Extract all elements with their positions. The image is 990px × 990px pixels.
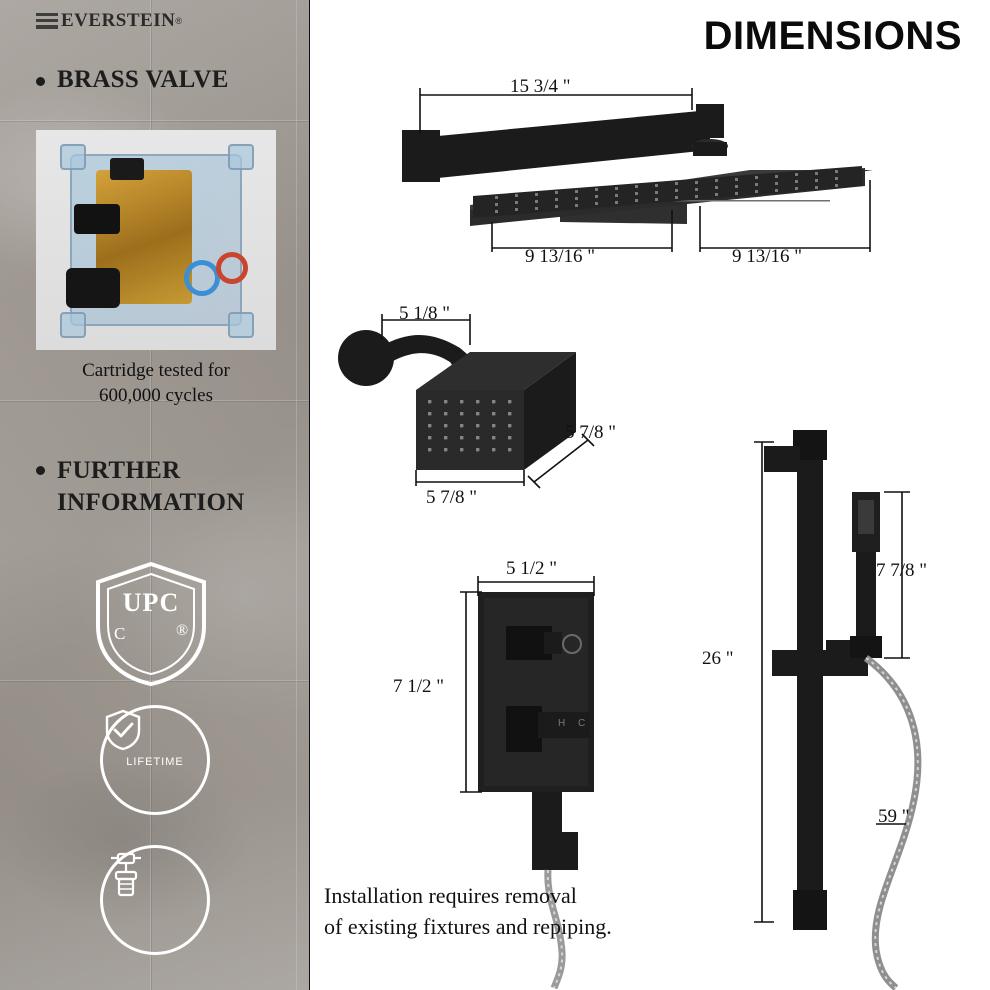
section-further-info-line1: FURTHER [57, 457, 181, 484]
valve-caption-line2: 600,000 cycles [99, 385, 213, 406]
dim-hose-length: 59 " [878, 806, 910, 827]
dim-rain-head-width: 9 13/16 " [732, 246, 803, 267]
hot-inlet-icon [216, 252, 248, 284]
svg-text:C: C [578, 718, 586, 729]
rain-shower-diagram [310, 0, 990, 990]
shield-check-icon [103, 708, 143, 752]
dim-wall-head-arm: 5 1/8 " [399, 303, 451, 324]
page-title: DIMENSIONS [703, 14, 962, 58]
upc-certification-badge [92, 560, 210, 688]
upc-registered-mark: ® [176, 622, 189, 639]
brand-mark-icon [36, 13, 58, 29]
section-further-info-line2: INFORMATION [57, 489, 245, 516]
installation-note-line1: Installation requires removal [324, 883, 577, 908]
dim-wall-head-width: 5 7/8 " [426, 487, 478, 508]
svg-text:H: H [558, 718, 566, 729]
valve-caption [36, 358, 276, 408]
installation-note [324, 880, 612, 942]
faucet-icon [103, 848, 149, 902]
brass-valve-image [36, 130, 276, 350]
dim-valve-plate-width: 5 1/2 " [506, 558, 558, 579]
left-feature-panel [0, 0, 310, 990]
brand-logo [36, 8, 216, 34]
section-further-information-heading [36, 455, 245, 519]
lifetime-warranty-badge [100, 705, 210, 815]
installation-note-line2: of existing fixtures and repiping. [324, 914, 612, 939]
cold-inlet-icon [184, 260, 220, 296]
bullet-dot-icon-2 [36, 466, 45, 475]
valve-housing [70, 154, 242, 326]
dim-rain-arm-length: 15 3/4 " [510, 76, 571, 97]
dim-slide-bar-length: 26 " [702, 648, 734, 669]
section-brass-valve-heading [36, 66, 229, 94]
section-brass-valve-label: BRASS VALVE [57, 66, 229, 93]
brand-trademark: ® [175, 16, 182, 26]
dimensions-panel [310, 0, 990, 990]
bullet-dot-icon [36, 77, 45, 86]
upc-label: UPC [122, 588, 180, 617]
dim-valve-plate-height: 7 1/2 " [393, 676, 445, 697]
valve-caption-line1: Cartridge tested for [82, 360, 230, 381]
lifetime-label: LIFETIME [126, 756, 184, 768]
brand-name: EVERSTEIN [61, 10, 176, 31]
easy-installation-badge [100, 845, 210, 955]
dim-handheld-length: 7 7/8 " [876, 560, 928, 581]
dim-rain-head-depth: 9 13/16 " [525, 246, 596, 267]
upc-sub-label: C [114, 624, 126, 643]
brass-cartridge [96, 170, 192, 304]
dim-wall-head-depth: 5 7/8 " [565, 422, 617, 443]
